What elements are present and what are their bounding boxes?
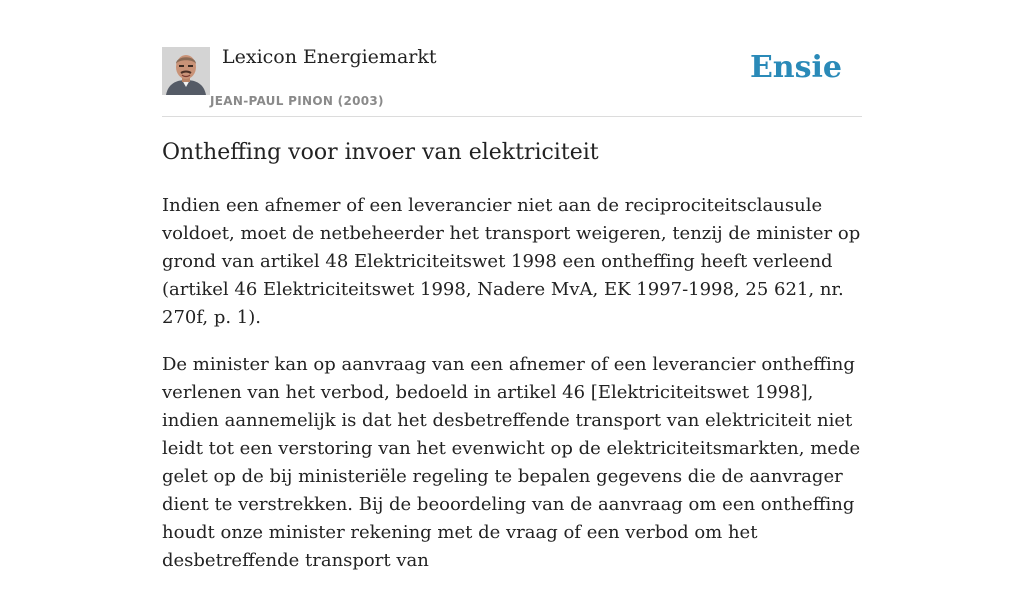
article-paragraph: Indien een afnemer of een leverancier niet aan de reciprociteitsclausule voldoet, moet de netbeheerder het transport weigeren, tenzij de minister op grond van artikel 48 Elektriciteitswet 1998 een ontheffing heeft verleend (artikel 46 Elektriciteitswet 1998, Nadere MvA, EK 1997-1998, 25 621, nr. 270f, p. 1). xyxy=(162,195,861,328)
lexicon-title[interactable]: Lexicon Energiemarkt xyxy=(222,46,437,68)
article-body xyxy=(162,192,862,594)
article-paragraph: De minister kan op aanvraag van een afnemer of een leverancier ontheffing verlenen van het verbod, bedoeld in artikel 46 [Elektriciteitswet 1998], indien aannemelijk is dat het desbetreffende transport van elektriciteit niet leidt tot een verstoring van het evenwicht op de elektriciteitsmarkten, mede gelet op de bij ministeriële regeling te bepalen gegevens die de aanvrager dient te verstrekken. Bij de beoordeling van de aanvraag om een ontheffing houdt onze minister rekening met de vraag of een verbod om het desbetreffende transport van xyxy=(162,354,861,571)
author-photo-icon xyxy=(162,47,210,95)
article-title: Ontheffing voor invoer van elektriciteit xyxy=(162,140,599,165)
author-name[interactable]: JEAN-PAUL PINON (2003) xyxy=(210,94,384,108)
author-avatar[interactable] xyxy=(162,47,210,95)
header xyxy=(162,44,862,117)
ensie-logo[interactable]: Ensie xyxy=(749,50,842,85)
